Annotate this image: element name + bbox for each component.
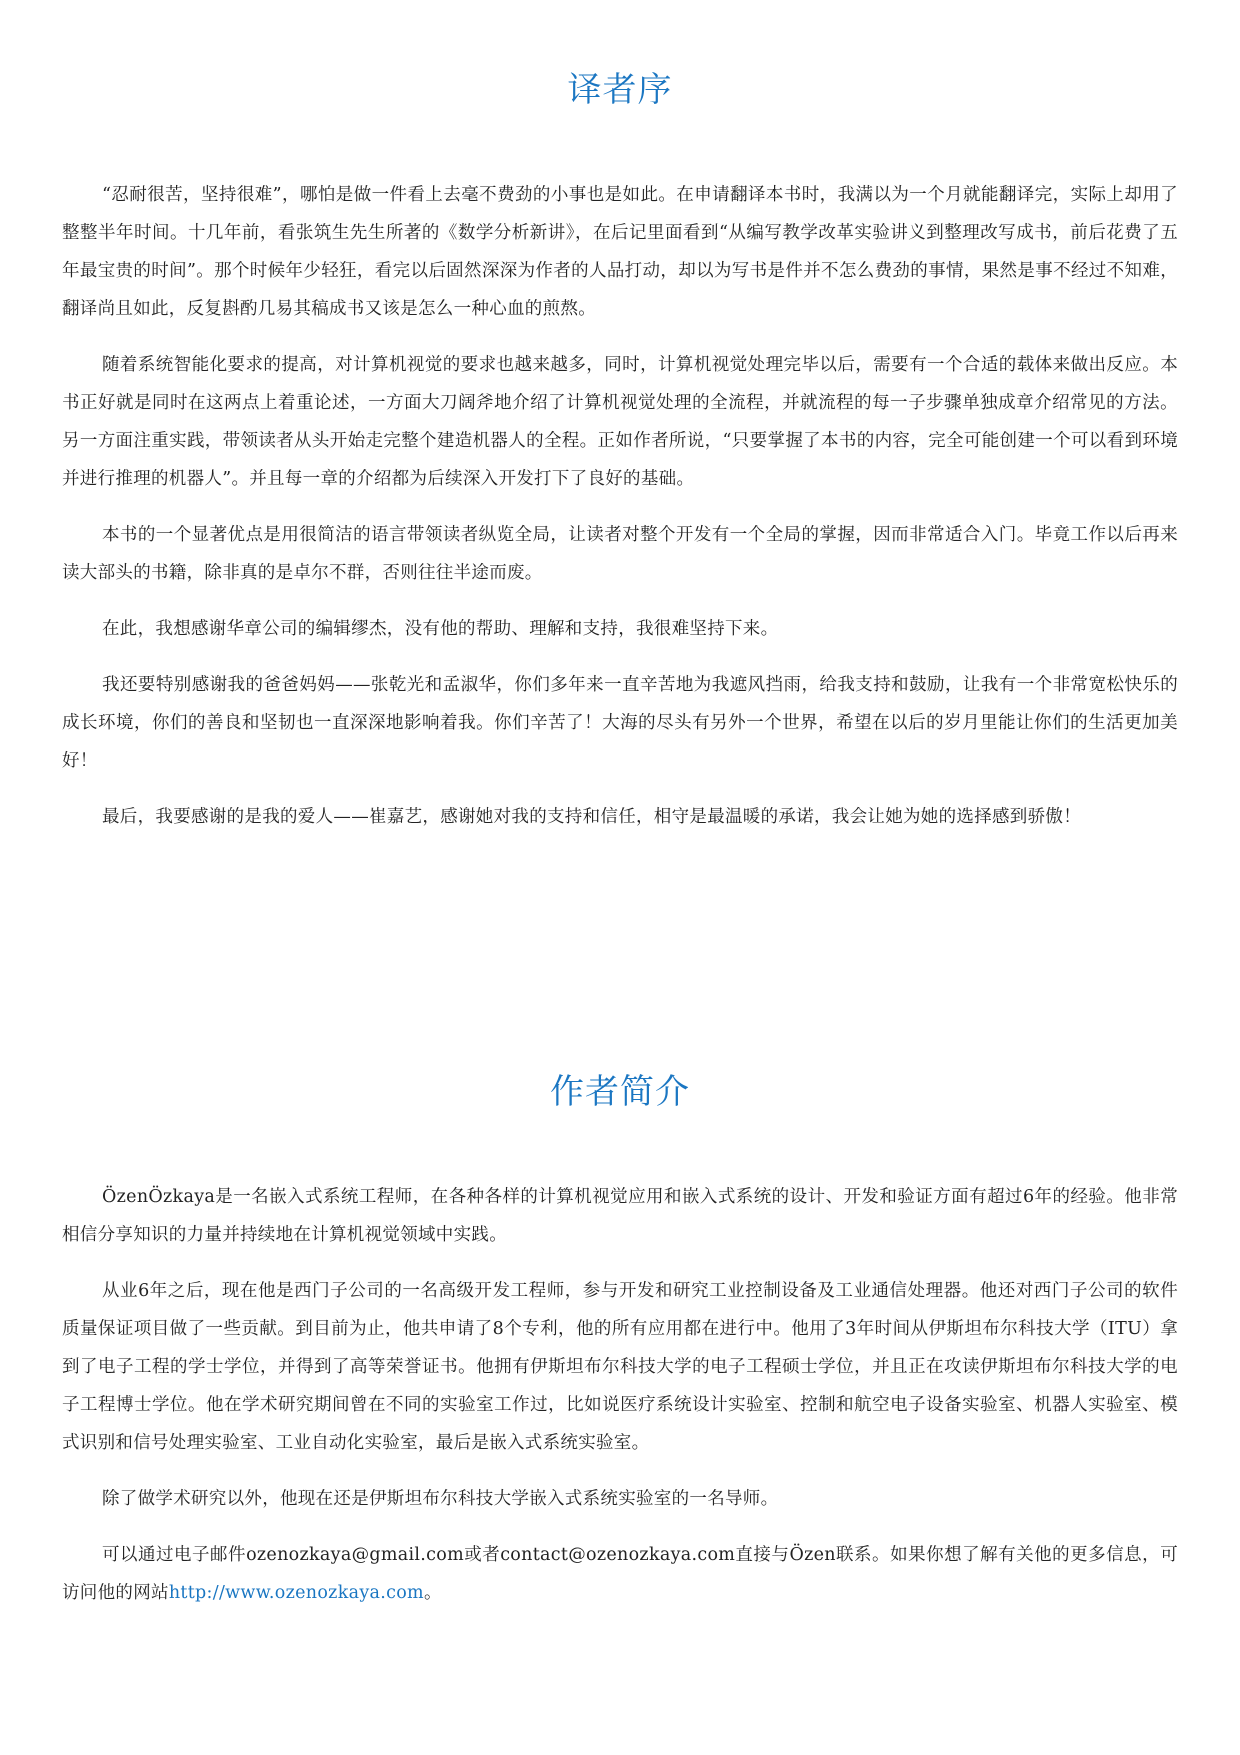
contact-text: 可以通过电子邮件ozenozkaya@gmail.com或者contact@ozenozkaya.com直接与Özen联系。如果你想了解有关他的更多信息，可访问他的网站: [62, 1545, 1178, 1603]
author-paragraph-3: 除了做学术研究以外，他现在还是伊斯坦布尔科技大学嵌入式系统实验室的一名导师。: [102, 1489, 779, 1509]
contact-suffix: 。: [423, 1583, 442, 1603]
preface-paragraph-2: 随着系统智能化要求的提高，对计算机视觉的要求也越来越多，同时，计算机视觉处理完毕以后，需要有一个合适的载体来做出反应。本书正好就是同时在这两点上着重论述，一方面大刀阔斧地介绍了计算机视觉处理的全流程，并就流程的每一子步骤单独成章介绍常见的方法。另一方面注重实践，带领读者从头开始走完整个建造机器人的全程。正如作者所说，“只要掌握了本书的内容，完全可能创建一个可以看到环境并进行推理的机器人”。并且每一章的介绍都为后续深入开发打下了良好的基础。: [62, 355, 1178, 489]
author-intro-title: 作者简介: [550, 1072, 690, 1112]
preface-paragraph-3: 本书的一个显著优点是用很简洁的语言带领读者纵览全局，让读者对整个开发有一个全局的掌握，因而非常适合入门。毕竟工作以后再来读大部头的书籍，除非真的是卓尔不群，否则往往半途而废。: [62, 525, 1178, 583]
author-paragraph-1: ÖzenÖzkaya是一名嵌入式系统工程师，在各种各样的计算机视觉应用和嵌入式系统的设计、开发和验证方面有超过6年的经验。他非常相信分享知识的力量并持续地在计算机视觉领域中实践。: [62, 1187, 1178, 1245]
translator-preface-body: [62, 176, 1178, 836]
author-intro-body: [62, 1178, 1178, 1612]
preface-paragraph-1: “忍耐很苦，坚持很难”，哪怕是做一件看上去毫不费劲的小事也是如此。在申请翻译本书时，我满以为一个月就能翻译完，实际上却用了整整半年时间。十几年前，看张筑生先生所著的《数学分析新讲》，在后记里面看到“从编写教学改革实验讲义到整理改写成书，前后花费了五年最宝贵的时间”。那个时候年少轻狂，看完以后固然深深为作者的人品打动，却以为写书是件并不怎么费劲的事情，果然是事不经过不知难，翻译尚且如此，反复斟酌几易其稿成书又该是怎么一种心血的煎熬。: [62, 185, 1178, 319]
preface-paragraph-4: 在此，我想感谢华章公司的编辑缪杰，没有他的帮助、理解和支持，我很难坚持下来。: [102, 619, 779, 639]
author-contact-paragraph: [62, 1536, 1178, 1612]
website-link[interactable]: http://www.ozenozkaya.com: [168, 1583, 424, 1603]
author-paragraph-2: 从业6年之后，现在他是西门子公司的一名高级开发工程师，参与开发和研究工业控制设备及工业通信处理器。他还对西门子公司的软件质量保证项目做了一些贡献。到目前为止，他共申请了8个专利，他的所有应用都在进行中。他用了3年时间从伊斯坦布尔科技大学（ITU）拿到了电子工程的学士学位，并得到了高等荣誉证书。他拥有伊斯坦布尔科技大学的电子工程硕士学位，并且正在攻读伊斯坦布尔科技大学的电子工程博士学位。他在学术研究期间曾在不同的实验室工作过，比如说医疗系统设计实验室、控制和航空电子设备实验室、机器人实验室、模式识别和信号处理实验室、工业自动化实验室，最后是嵌入式系统实验室。: [62, 1281, 1178, 1453]
preface-paragraph-5: 我还要特别感谢我的爸爸妈妈——张乾光和孟淑华，你们多年来一直辛苦地为我遮风挡雨，给我支持和鼓励，让我有一个非常宽松快乐的成长环境，你们的善良和坚韧也一直深深地影响着我。你们辛苦了！大海的尽头有另外一个世界，希望在以后的岁月里能让你们的生活更加美好！: [62, 675, 1178, 771]
translator-preface-title: 译者序: [567, 70, 673, 110]
preface-paragraph-6: 最后，我要感谢的是我的爱人——崔嘉艺，感谢她对我的支持和信任，相守是最温暖的承诺，我会让她为她的选择感到骄傲！: [102, 807, 1081, 827]
